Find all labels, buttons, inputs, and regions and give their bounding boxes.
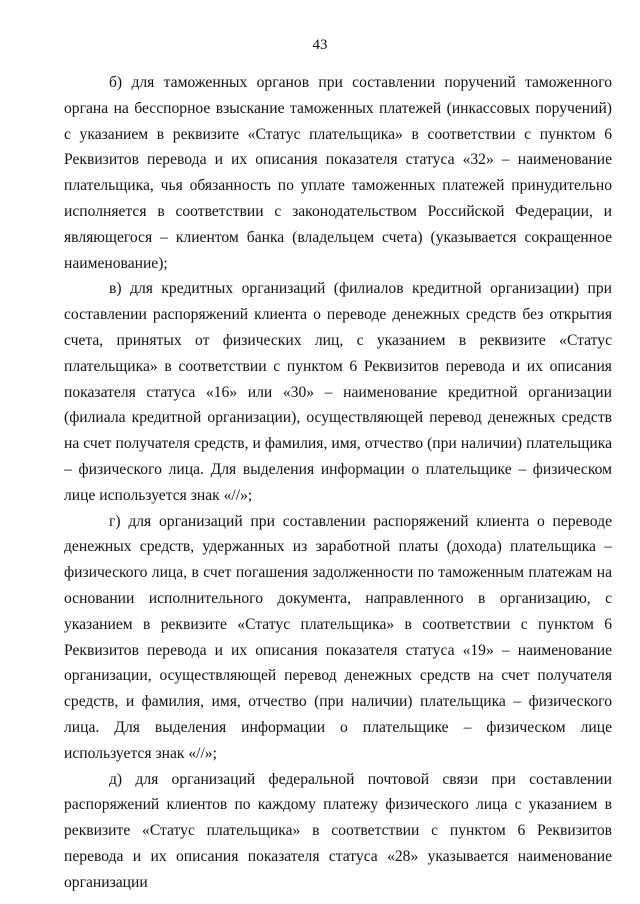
- page-bottom-edge: [0, 900, 640, 904]
- paragraph-v: в) для кредитных организаций (филиалов кредитной организации) при составлении распоряжений клиента о переводе денежных средств без открытия счета, принятых от физических лиц, с указанием в реквизите «Статус плательщика» в соответствии с пунктом 6 Реквизитов перевода и их описания показателя статуса «16» или «30» – наименование кредитной организации (филиала кредитной организации), осуществляющей перевод денежных средств на счет получателя средств, и фамилия, имя, отчество (при наличии) плательщика – физического лица. Для выделения информации о плательщике – физическом лице используется знак «//»;: [64, 280, 612, 504]
- document-body: [64, 70, 612, 896]
- page-number: 43: [312, 37, 328, 53]
- paragraph-g: г) для организаций при составлении распоряжений клиента о переводе денежных средств, удержанных из заработной платы (дохода) плательщика – физического лица, в счет погашения задолженности по таможенным платежам на основании исполнительного документа, направленного в организацию, с указанием в реквизите «Статус плательщика» в соответствии с пунктом 6 Реквизитов перевода и их описания показателя статуса «19» – наименование организации, осуществляющей перевод денежных средств на счет получателя средств, и фамилия, имя, отчество (при наличии) плательщика – физического лица. Для выделения информации о плательщике – физическом лице используется знак «//»;: [64, 512, 612, 762]
- paragraph-b: б) для таможенных органов при составлении поручений таможенного органа на бесспорное взыскание таможенных платежей (инкассовых поручений) с указанием в реквизите «Статус плательщика» в соответствии с пунктом 6 Реквизитов перевода и их описания показателя статуса «32» – наименование плательщика, чья обязанность по уплате таможенных платежей принудительно исполняется в соответствии с законодательством Российской Федерации, и являющегося – клиентом банка (владельцем счета) (указывается сокращенное наименование);: [64, 74, 612, 272]
- paragraph-d: д) для организаций федеральной почтовой связи при составлении распоряжений клиентов по каждому платежу физического лица с указанием в реквизите «Статус плательщика» в соответствии с пунктом 6 Реквизитов перевода и их описания показателя статуса «28» указывается наименование организации: [64, 770, 612, 891]
